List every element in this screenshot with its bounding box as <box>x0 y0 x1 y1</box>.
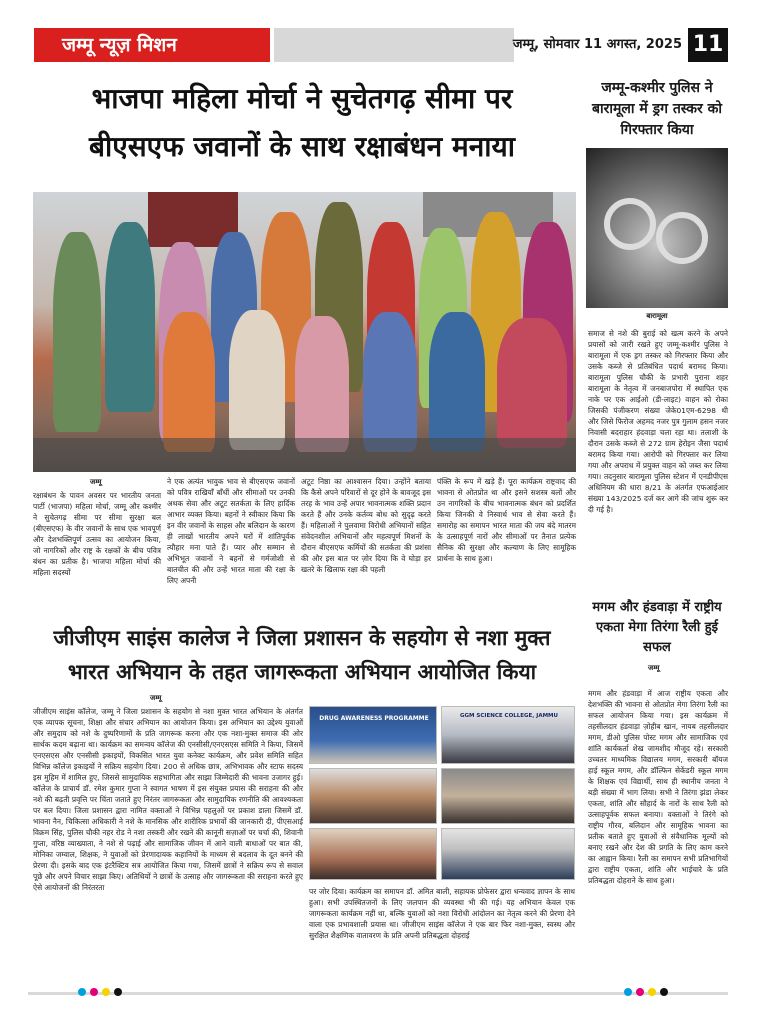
registration-dot-yellow <box>648 988 656 996</box>
photo-person <box>363 312 417 452</box>
lead-column-2: ने एक अत्यंत भावुक भाव से बीएसएफ जवानों को पवित्र राखियाँ बाँधीं और सीमाओं पर उनकी अथक सेवा और अटूट सतर्कता के लिए हार्दिक आभार व्यक्त किया। बहनों ने स्वीकार किया कि इन वीर जवानों के साहस और बलिदान के कारण ही लाखों भारतीय अपने घरों में शांतिपूर्वक त्यौहार मना पाते हैं। प्यार और सम्मान से अभिभूत जवानों ने बहनों से गर्मजोशी से बातचीत की और उन्हें भारत माता की रक्षा के लिए अपनी <box>167 477 295 585</box>
photo-person <box>163 312 215 452</box>
registration-dot-black <box>114 988 122 996</box>
lead-headline-line1: भाजपा महिला मोर्चा ने सुचेतगढ़ सीमा पर <box>91 82 513 115</box>
event-photo-1 <box>309 706 437 764</box>
handcuff-ring <box>656 212 708 264</box>
photo-person <box>295 316 349 452</box>
page-footer-rule <box>28 992 728 995</box>
second-column-1: जीजीएम साइंस कॉलेज, जम्मू ने जिला प्रशासन के सहयोग से नशा मुक्त भारत अभियान के अंतर्गत एक व्यापक सूचना, शिक्षा और संचार अभियान का आयोजन किया। इस अभियान का उद्देश्य युवाओं और समुदाय को नशे के दुष्परिणामों के प्रति जागरूक करना और एक नशा-मुक्त समाज की ओर सार्थक कदम बढ़ाना था। कार्यक्रम का समन्वय कॉलेज की एनसीसी/एनएसएस समिति ने किया, जिसमें एनएसएस और एनसीसी इकाइयों, विकसित भारत युवा कनेक्ट कार्यक्रम, और प्रवेश समिति सहित विभिन्न कॉलेज इकाइयों ने सक्रिय सहयोग दिया। 200 से अधिक छात्र, अभिभावक और स्टाफ सदस्य इस मुहिम में शामिल हुए, जिससे सामुदायिक सहभागिता और साझा जिम्मेदारी की भावना उजागर हुई। कॉलेज के प्राचार्य डॉ. रमेश कुमार गुप्ता ने स्वागत भाषण में इस संयुक्त प्रयास की सराहना की और नशे की बढ़ती प्रवृत्ति पर चिंता जताते हुए निरंतर जागरूकता और सामुदायिक रणनीति की आवश्यकता पर बल दिया। जिला प्रशासन द्वारा नामित वक्ताओं ने विभिन्न पहलुओं पर प्रकाश डाला जिसमें डॉ. भावना नैन, चिकित्सा अधिकारी ने नशे के मानसिक और शारीरिक प्रभावों की जानकारी दी, पीएसआई विक्रम सिंह, पुलिस चौकी नहर रोड ने नशा तस्करी और रखने की कानूनी सज़ाओं पर चर्चा की, शिवानी गुप्ता, वरिष्ठ व्याख्याता, ने नशे से पढ़ाई और सामाजिक जीवन में आने वाली बाधाओं पर बात की, मोनिका जम्वाल, शिक्षक, ने युवाओं को प्रेरणादायक कहानियों के माध्यम से बदलाव के दूत बनने की प्रेरणा दी। इसके बाद एक इंटरैक्टिव सत्र आयोजित किया गया, जिसमें छात्रों ने सक्रिय रूप से सवाल पूछे और अपने विचार साझा किए। अतिथियों ने छात्रों के उत्साह और जागरूकता की सराहना करते हुए ऐसे आयोजनों की निरंतरता <box>33 707 303 892</box>
photo-person <box>53 232 101 432</box>
registration-dot-magenta <box>90 988 98 996</box>
lead-headline-line2: बीएसएफ जवानों के साथ रक्षाबंधन मनाया <box>89 130 515 163</box>
lead-byline: जम्मू <box>90 478 102 486</box>
masthead-band <box>274 28 514 62</box>
second-headline-line1: जीजीएम साइंस कालेज ने जिला प्रशासन के सहयोग से नशा मुक्त <box>53 626 551 650</box>
photo-person <box>229 310 285 450</box>
second-headline-line2: भारत अभियान के तहत जागरूकता अभियान आयोजित किया <box>67 660 537 684</box>
event-banner-text: DRUG AWARENESS PROGRAMME <box>319 715 429 722</box>
photo-floor <box>33 438 576 472</box>
side-story2-body: मगम और हंडवाड़ा में आज राष्ट्रीय एकता और देशभक्ति की भावना से ओतप्रोत मेगा तिरंगा रैली का सफल आयोजन किया गया। इस कार्यक्रम में तहसीलदार हंडवाड़ा ज़ोहीब खान, नायब तहसीलदार मगम, डीओ पुलिस पोस्ट मगम और सामाजिक एवं शांति कार्यकर्ता शेख जामशीद मौजूद रहे। सरकारी उच्चतर माध्यमिक विद्यालय मगम, सरकारी बॉयज हाई स्कूल मगम, और डॉल्फिन सेकेंडरी स्कूल मगम के शिक्षक एवं विद्यार्थी, साथ ही स्थानीय जनता ने बड़ी संख्या में भाग लिया। सभी ने तिरंगा झंडा लेकर एकता, शांति और सौहार्द के नारों के साथ रैली को उत्साहपूर्वक सफल बनाया। वक्ताओं ने तिरंगे को राष्ट्रीय गौरव, बलिदान और सामूहिक भावना का प्रतीक बताते हुए युवाओं से संवैधानिक मूल्यों को बनाए रखने और देश की प्रगति के लिए काम करने का आह्वान किया। रैली का समापन सभी प्रतिभागियों द्वारा राष्ट्रीय एकता, शांति और भाईचारे के प्रति प्रतिबद्धता दोहराने के साथ हुआ। <box>588 689 728 885</box>
side-story-photo <box>586 148 728 308</box>
event-photo-2 <box>441 706 575 764</box>
second-column-2: पर जोर दिया। कार्यक्रम का समापन डॉ. अमित बाली, सहायक प्रोफेसर द्वारा धन्यवाद ज्ञापन के साथ हुआ। सभी उपस्थितजनों के लिए जलपान की व्यवस्था भी की गई। यह अभियान केवल एक जागरूकता कार्यक्रम नहीं था, बल्कि युवाओं को नशा विरोधी आंदोलन का नेतृत्व करने की प्रेरणा देने वाला एक प्रभावशाली प्रयास था। जीजीएम साइंस कॉलेज ने एक बार फिर नशा-मुक्त, स्वस्थ और सुरक्षित शैक्षणिक वातावरण के प्रति अपनी प्रतिबद्धता दोहराई <box>309 887 575 940</box>
event-photo-5 <box>309 828 437 880</box>
lead-column-1: रक्षाबंधन के पावन अवसर पर भारतीय जनता पार्टी (भाजपा) महिला मोर्चा, जम्मू और कश्मीर ने सुचेतगढ़ सीमा पर सीमा सुरक्षा बल (बीएसएफ) के वीर जवानों के साथ एक भावपूर्ण और देशभक्तिपूर्ण उत्सव का आयोजन किया, जो नागरिकों और राष्ट्र के रक्षकों के बीच पवित्र बंधन का प्रतीक है। भाजपा महिला मोर्चा की महिला सदस्यों <box>33 491 161 577</box>
photo-person <box>429 312 485 452</box>
side-story2-byline: जम्मू <box>648 664 660 672</box>
handcuff-ring <box>604 198 656 250</box>
masthead <box>28 28 728 62</box>
side-story2-title: मगम और हंडवाड़ा में राष्ट्रीय एकता मेगा तिरंगा रैली हुई सफल <box>592 600 722 655</box>
registration-dot-black <box>660 988 668 996</box>
photo-person <box>105 222 155 412</box>
newspaper-brand: जम्मू न्यूज़ मिशन <box>34 28 270 62</box>
page-number: 11 <box>688 28 728 62</box>
registration-dot-yellow <box>102 988 110 996</box>
event-photo-3 <box>309 768 437 824</box>
lead-column-3: अटूट निष्ठा का आश्वासन दिया। उन्होंने बताया कि कैसे अपने परिवारों से दूर होने के बावजूद इस तरह के भाव उन्हें अपार भावनात्मक शक्ति प्रदान करते हैं और उनके कर्तव्य बोध को सुदृढ़ करते हैं। महिलाओं ने पुलवामा विरोधी अभियानों सहित संवेदनशील अभियानों और महत्वपूर्ण मिशनों के दौरान बीएसएफ कर्मियों की सतर्कता की प्रशंसा की और इस बात पर ज़ोर दिया कि वे घोड़ा हर खतरे के खिलाफ रक्षा की पहली <box>301 477 431 574</box>
lead-column-4: पंक्ति के रूप में खड़े हैं। पूरा कार्यक्रम राष्ट्रवाद की भावना से ओतप्रोत था और इसने सशस्त्र बलों और उन नागरिकों के बीच भावनात्मक बंधन को प्रदर्शित किया जिनकी वे निस्वार्थ भाव से सेवा करते हैं। समारोह का समापन भारत माता की जय बंदे मातरम के उत्साहपूर्ण नारों और सीमाओं पर तैनात प्रत्येक सैनिक की सुरक्षा और कल्याण के लिए सामूहिक प्रार्थना के साथ हुआ। <box>437 477 576 563</box>
registration-dot-cyan <box>78 988 86 996</box>
side-story-body: समाज से नशे की बुराई को खत्म करने के अपने प्रयासों को जारी रखते हुए जम्मू-कश्मीर पुलिस ने बारामूला में एक ड्रग तस्कर को गिरफ्तार किया और उसके कब्जे से प्रतिबंधित पदार्थ बरामद किया। बारामूला पुलिस चौकी के प्रभारी पुराना शहर बारामूला के नेतृत्व में जनबाजपोरा में स्थापित एक नाके पर एक आईओ (डी-लाइट) वाहन को रोका जिसकी पंजीकरण संख्या जेके01एम-6298 थी और जिसे फिरोज अहमद नजर पुत्र गुलाम हसन नजर निवासी बदराहार हंदवाड़ा चला रहा था। तलाशी के दौरान उसके कब्जे से 272 ग्राम हेरोइन जैसा पदार्थ बरामद किया गया। आरोपी को गिरफ्तार कर लिया गया और अपराध में प्रयुक्त वाहन को जब्त कर लिया गया। तदनुसार बारामूला पुलिस स्टेशन में एनडीपीएस अधिनियम की धारा 8/21 के अंतर्गत एफआईआर संख्या 143/2025 दर्ज कर आगे की जांच शुरू कर दी गई है। <box>588 329 728 514</box>
registration-dot-magenta <box>636 988 644 996</box>
photo-person <box>497 318 567 448</box>
event-photo-6 <box>441 828 575 880</box>
lead-photo <box>33 192 576 472</box>
side-story-title: जम्मू-कश्मीर पुलिस ने बारामूला में ड्रग तस्कर को गिरफ्तार किया <box>592 80 722 138</box>
second-byline: जम्मू <box>150 694 162 702</box>
dateline: जम्मू, सोमवार 11 अगस्त, 2025 <box>512 37 682 52</box>
event-photo-4 <box>441 768 575 824</box>
registration-dot-cyan <box>624 988 632 996</box>
side-story-location: बारामूला <box>646 312 668 320</box>
event-college-banner: GGM SCIENCE COLLEGE, JAMMU <box>460 713 558 719</box>
